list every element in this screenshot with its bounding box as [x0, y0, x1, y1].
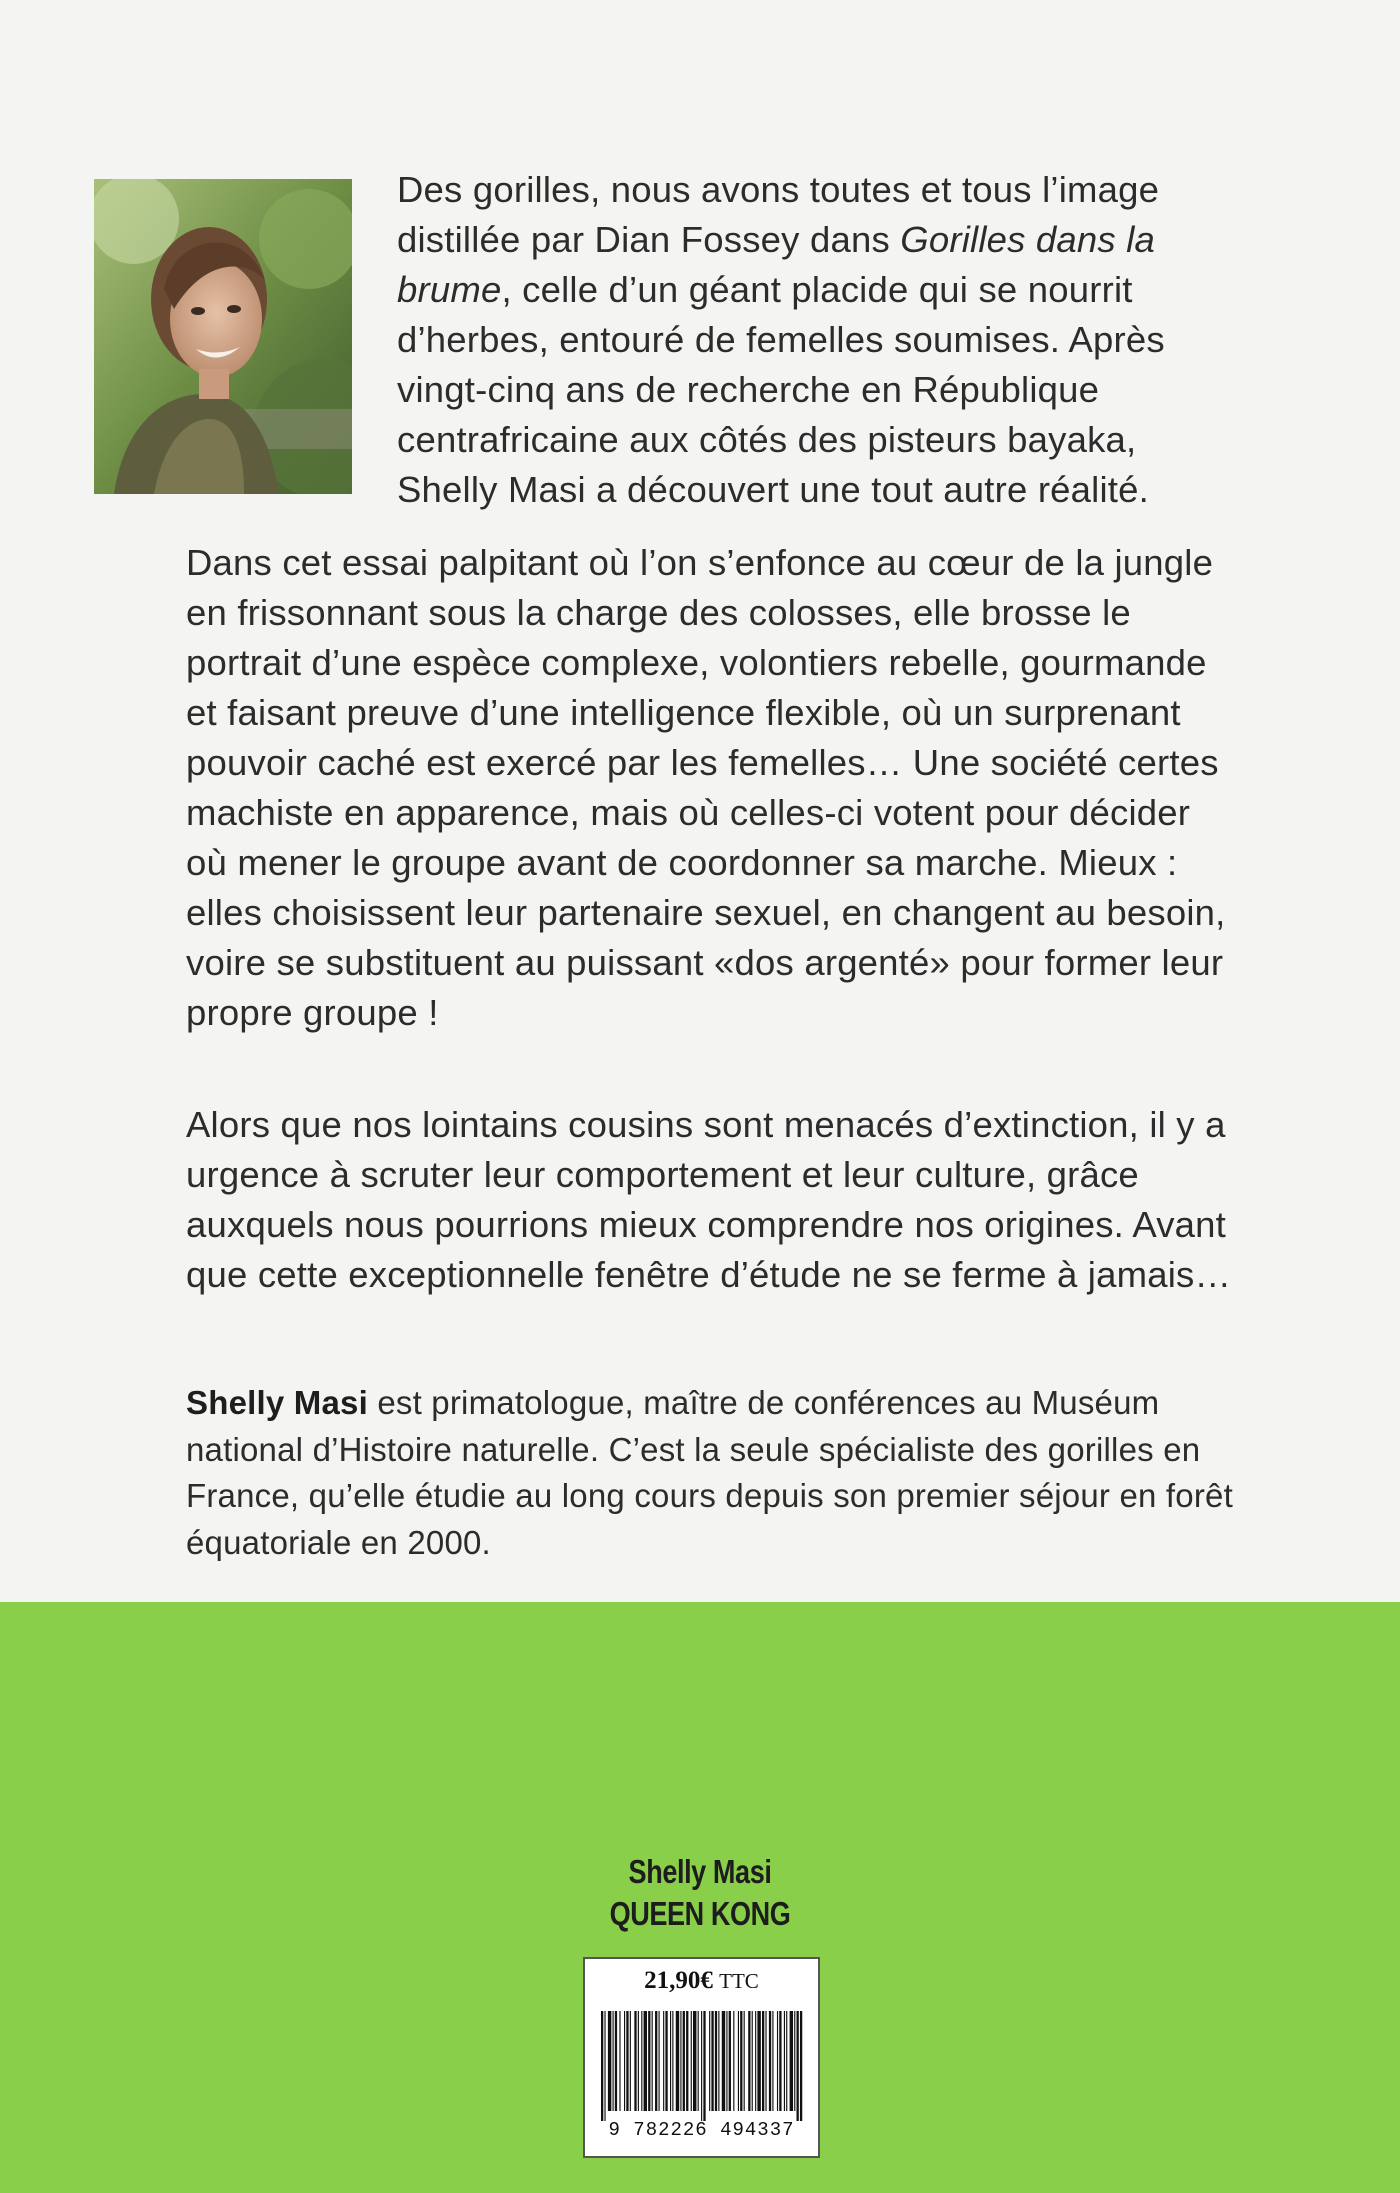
barcode — [599, 2011, 805, 2121]
barcode-bar — [757, 2011, 760, 2111]
barcode-bar — [624, 2011, 625, 2111]
price-barcode-sticker — [583, 1957, 820, 2158]
referenced-book-title: Gorilles dans la brume — [397, 219, 1156, 310]
barcode-bar — [608, 2011, 611, 2111]
author-photo — [94, 179, 352, 494]
barcode-bar — [601, 2011, 603, 2121]
barcode-bar — [655, 2011, 657, 2111]
barcode-bar — [680, 2011, 681, 2111]
price-label — [585, 1967, 818, 1995]
price-suffix: TTC — [719, 1969, 759, 1993]
barcode-bar — [638, 2011, 639, 2111]
barcode-bar — [652, 2011, 653, 2111]
author-portrait-image — [94, 179, 352, 494]
blurb-intro — [397, 165, 1227, 515]
barcode-bar — [769, 2011, 771, 2111]
barcode-bar — [726, 2011, 727, 2111]
blurb-paragraph-2: Dans cet essai palpitant où l’on s’enfonce au cœur de la jungle en frissonnant sous la charge des colosses, elle brosse le portrait d’une espèce complexe, volontiers rebelle, gourmande et faisant preuve d’une intelligence flexible, où un surprenant pouvoir caché est exercé par les femelles… Une société certes machiste en apparence, mais où celles-ci votent pour décider où mener le groupe avant de coordonner sa marche. Mieux : elles choisissent leur partenaire sexuel, en changent au besoin, voire se substituent au puissant «dos argenté» pour former leur propre groupe ! — [186, 542, 1226, 1033]
blurb-paragraph-3: Alors que nos lointains cousins sont menacés d’extinction, il y a urgence à scruter leur comportement et leur culture, grâce auxquels nous pourrions mieux comprendre nos origines. Avant que cette exceptionnelle fenêtre d’étude ne se ferme à jamais… — [186, 1104, 1232, 1295]
barcode-bar — [683, 2011, 685, 2111]
barcode-bar — [634, 2011, 636, 2111]
barcode-bar — [765, 2011, 766, 2111]
barcode-bar — [800, 2011, 802, 2121]
barcode-bar — [797, 2011, 799, 2121]
book-title: QUEEN KONG — [609, 1895, 791, 1932]
barcode-bar — [672, 2011, 673, 2111]
barcode-bar — [740, 2011, 742, 2111]
barcode-bar — [665, 2011, 667, 2111]
barcode-bar — [630, 2011, 631, 2111]
barcode-bar — [786, 2011, 787, 2111]
barcode-bar — [701, 2011, 702, 2121]
barcode-bar — [718, 2011, 719, 2111]
barcode-bar — [648, 2011, 650, 2111]
blurb-intro-text-end: , celle d’un géant placide qui se nourrit d’herbes, entouré de femelles soumises. Après vingt-cinq ans de recherche en République centrafricaine aux côtés des pisteurs bayaka, Shelly Masi a découvert une tout autre réalité. — [397, 269, 1165, 510]
barcode-bar — [709, 2011, 710, 2111]
barcode-bar — [755, 2011, 756, 2111]
blurb-intro-text: Des gorilles, nous avons toutes et tous l’image distillée par Dian Fossey dans — [397, 169, 1160, 260]
barcode-bar — [703, 2011, 705, 2121]
barcode-bar — [777, 2011, 778, 2111]
barcode-bar — [619, 2011, 620, 2111]
barcode-bar — [711, 2011, 713, 2111]
barcode-bar — [691, 2011, 692, 2111]
barcode-bar — [644, 2011, 647, 2111]
barcode-bar — [733, 2011, 734, 2111]
barcode-bar — [613, 2011, 614, 2111]
barcode-bar — [738, 2011, 739, 2111]
barcode-bar — [729, 2011, 731, 2111]
barcode-bar — [686, 2011, 688, 2111]
barcode-bar — [604, 2011, 605, 2121]
book-author: Shelly Masi — [628, 1853, 772, 1890]
barcode-bar — [748, 2011, 750, 2111]
barcode-bar — [641, 2011, 642, 2111]
author-bio-name: Shelly Masi — [186, 1384, 368, 1421]
barcode-bar — [762, 2011, 764, 2111]
barcode-bar — [722, 2011, 725, 2111]
author-bio-text: est primatologue, maître de conférences au Muséum national d’Histoire naturelle. C’est la seule spécialiste des gorilles en France, qu’elle étudie au long cours depuis son premier séjour en forêt équatoriale en 2000. — [186, 1384, 1233, 1561]
barcode-bar — [615, 2011, 617, 2111]
barcode-bar — [659, 2011, 660, 2111]
barcode-bar — [752, 2011, 753, 2111]
barcode-bar — [784, 2011, 785, 2111]
barcode-bar — [698, 2011, 699, 2111]
barcode-bar — [772, 2011, 773, 2111]
barcode-bar — [715, 2011, 717, 2111]
barcode-bar — [663, 2011, 664, 2111]
author-bio — [186, 1380, 1236, 1566]
barcode-bar — [779, 2011, 781, 2111]
barcode-bar — [670, 2011, 671, 2111]
barcode-bar — [676, 2011, 679, 2111]
barcode-bar — [626, 2011, 628, 2111]
barcode-bar — [744, 2011, 745, 2111]
isbn-number: 9 782226 494337 — [608, 2119, 795, 2141]
barcode-bar — [693, 2011, 696, 2111]
barcode-bar — [790, 2011, 793, 2111]
barcode-bar — [794, 2011, 795, 2111]
price-value: 21,90€ — [644, 1967, 713, 1994]
